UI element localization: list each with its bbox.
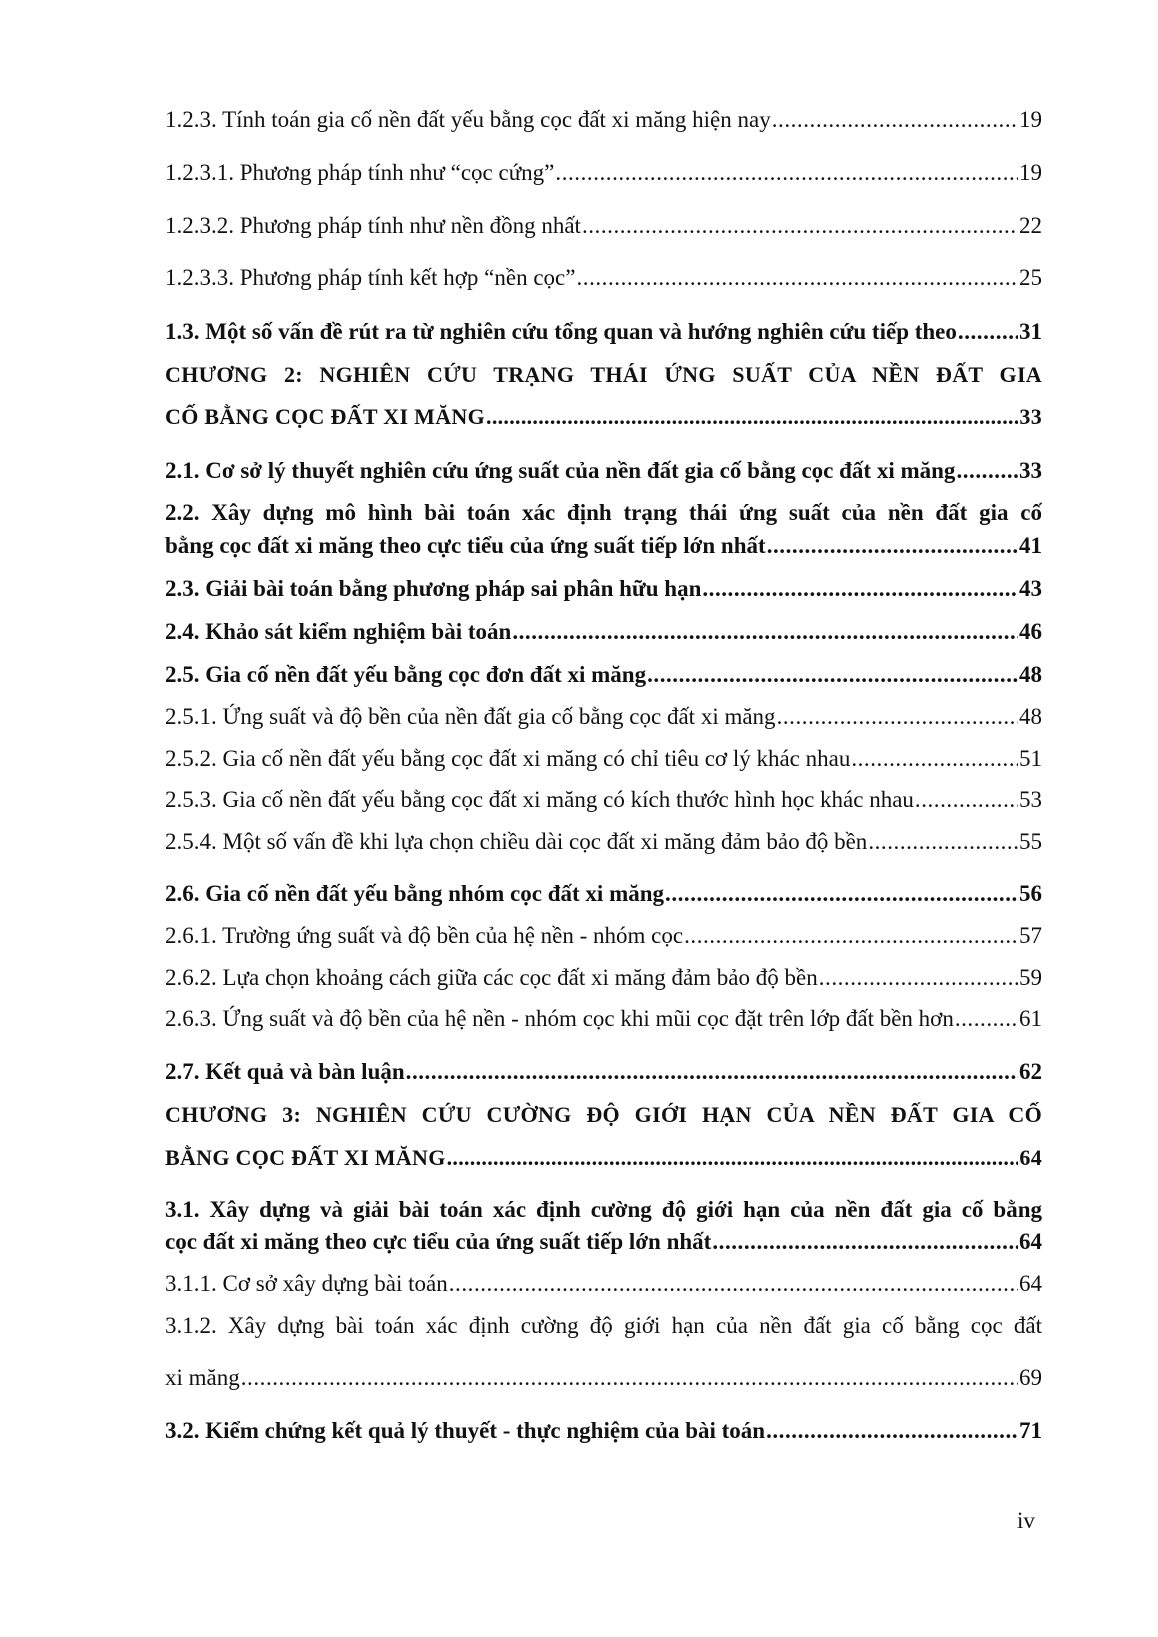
toc-entry[interactable] — [165, 1417, 1042, 1445]
toc-entry[interactable] — [165, 1005, 1042, 1033]
toc-entry-title: cọc đất xi măng theo cực tiểu của ứng suất tiếp lớn nhất — [165, 1229, 712, 1254]
toc-entry[interactable] — [165, 661, 1042, 689]
toc-entry[interactable] — [165, 1364, 1042, 1392]
toc-entry-page: 43 — [1019, 576, 1042, 601]
dot-leader — [512, 618, 1018, 646]
dot-leader — [772, 106, 1018, 134]
dot-leader — [576, 264, 1018, 292]
toc-entry-page: 48 — [1019, 704, 1042, 729]
toc-entry-title: 2.5.1. Ứng suất và độ bền của nền đất gia cố bằng cọc đất xi măng — [165, 704, 776, 729]
toc-entry-page: 19 — [1019, 107, 1042, 132]
toc-entry-page: 69 — [1019, 1365, 1042, 1390]
toc-entry-page: 71 — [1019, 1418, 1042, 1443]
toc-entry-title: 1.2.3.3. Phương pháp tính kết hợp “nền cọc” — [165, 265, 576, 290]
toc-entry[interactable] — [165, 922, 1042, 950]
toc-entry-page: 62 — [1019, 1059, 1042, 1084]
toc-entry-title: 2.5.4. Một số vấn đề khi lựa chọn chiều dài cọc đất xi măng đảm bảo độ bền — [165, 829, 868, 854]
dot-leader — [712, 1228, 1018, 1256]
toc-entry-line[interactable]: 2.2. Xây dựng mô hình bài toán xác định trạng thái ứng suất của nền đất gia cố — [165, 500, 1042, 525]
toc-entry-page: 53 — [1019, 787, 1042, 812]
toc-entry[interactable] — [165, 318, 1042, 346]
toc-entry-title: BẰNG CỌC ĐẤT XI MĂNG — [165, 1145, 446, 1170]
toc-entry-page: 25 — [1019, 265, 1042, 290]
dot-leader — [819, 964, 1018, 992]
toc-entry[interactable] — [165, 106, 1042, 134]
dot-leader — [449, 1270, 1018, 1298]
toc-entry-line[interactable]: 3.1.2. Xây dựng bài toán xác định cường độ giới hạn của nền đất gia cố bằng cọc đất — [165, 1313, 1042, 1338]
dot-leader — [958, 318, 1018, 346]
toc-entry-title: 2.6.3. Ứng suất và độ bền của hệ nền - nhóm cọc khi mũi cọc đặt trên lớp đất bền hơn — [165, 1006, 954, 1031]
toc-entry-page: 19 — [1019, 160, 1042, 185]
page-number: iv — [1017, 1508, 1035, 1533]
toc-chapter-heading-line[interactable]: CHƯƠNG 2: NGHIÊN CỨU TRẠNG THÁI ỨNG SUẤT CỦA NỀN ĐẤT GIA — [165, 362, 1042, 387]
toc-entry[interactable] — [165, 703, 1042, 731]
toc-entry-title: 2.1. Cơ sở lý thuyết nghiên cứu ứng suất của nền đất gia cố bằng cọc đất xi măng — [165, 458, 956, 483]
toc-entry[interactable] — [165, 1058, 1042, 1086]
toc-entry-page: 33 — [1019, 404, 1042, 429]
dot-leader — [241, 1364, 1018, 1392]
toc-entry-title: 2.3. Giải bài toán bằng phương pháp sai phân hữu hạn — [165, 576, 702, 601]
dot-leader — [868, 828, 1018, 856]
dot-leader — [955, 1005, 1018, 1033]
toc-entry-title: CỐ BẰNG CỌC ĐẤT XI MĂNG — [165, 404, 486, 429]
toc-entry[interactable] — [165, 828, 1042, 856]
toc-entry-page: 51 — [1019, 746, 1042, 771]
toc-entry-page: 64 — [1019, 1145, 1042, 1170]
toc-entry[interactable] — [165, 159, 1042, 187]
toc-entry-title: 3.1.1. Cơ sở xây dựng bài toán — [165, 1271, 448, 1296]
dot-leader — [956, 457, 1018, 485]
toc-entry[interactable] — [165, 1270, 1042, 1298]
toc-entry-title: 1.2.3.1. Phương pháp tính như “cọc cứng” — [165, 160, 555, 185]
toc-entry-title: 1.2.3.2. Phương pháp tính như nền đồng nhất — [165, 213, 581, 238]
toc-entry-title: 1.2.3. Tính toán gia cố nền đất yếu bằng cọc đất xi măng hiện nay — [165, 107, 771, 132]
toc-entry[interactable] — [165, 212, 1042, 240]
toc-entry[interactable] — [165, 618, 1042, 646]
dot-leader — [447, 1144, 1019, 1172]
dot-leader — [665, 880, 1018, 908]
toc-entry-page: 59 — [1019, 965, 1042, 990]
toc-entry-page: 56 — [1019, 881, 1042, 906]
toc-entry[interactable] — [165, 532, 1042, 560]
toc-entry[interactable] — [165, 575, 1042, 603]
dot-leader — [851, 745, 1018, 773]
toc-entry[interactable] — [165, 264, 1042, 292]
toc-entry-title: 1.3. Một số vấn đề rút ra từ nghiên cứu tổng quan và hướng nghiên cứu tiếp theo — [165, 319, 957, 344]
dot-leader — [767, 532, 1018, 560]
toc-entry-title: xi măng — [165, 1365, 240, 1390]
toc-entry[interactable] — [165, 403, 1042, 431]
toc-entry-line[interactable]: 3.1. Xây dựng và giải bài toán xác định cường độ giới hạn của nền đất gia cố bằng — [165, 1197, 1042, 1222]
dot-leader — [647, 661, 1018, 689]
toc-entry-title: 2.5.3. Gia cố nền đất yếu bằng cọc đất xi măng có kích thước hình học khác nhau — [165, 787, 914, 812]
toc-entry-page: 41 — [1019, 533, 1042, 558]
dot-leader — [406, 1058, 1018, 1086]
toc-entry[interactable] — [165, 745, 1042, 773]
dot-leader — [777, 703, 1018, 731]
dot-leader — [486, 403, 1018, 431]
toc-entry-page: 22 — [1019, 213, 1042, 238]
toc-entry-title: 3.2. Kiểm chứng kết quả lý thuyết - thực nghiệm của bài toán — [165, 1418, 766, 1443]
toc-entry-title: 2.7. Kết quả và bàn luận — [165, 1059, 405, 1084]
toc-entry[interactable] — [165, 1228, 1042, 1256]
toc-entry-title: 2.5.2. Gia cố nền đất yếu bằng cọc đất xi măng có chỉ tiêu cơ lý khác nhau — [165, 746, 851, 771]
toc-entry-page: 55 — [1019, 829, 1042, 854]
toc-entry-page: 61 — [1019, 1006, 1042, 1031]
dot-leader — [555, 159, 1018, 187]
toc-entry-page: 46 — [1019, 619, 1042, 644]
toc-entry[interactable] — [165, 457, 1042, 485]
toc-entry-title: 2.6.2. Lựa chọn khoảng cách giữa các cọc đất xi măng đảm bảo độ bền — [165, 965, 818, 990]
toc-entry-page: 48 — [1019, 662, 1042, 687]
toc-chapter-heading-line[interactable]: CHƯƠNG 3: NGHIÊN CỨU CƯỜNG ĐỘ GIỚI HẠN CỦA NỀN ĐẤT GIA CỐ — [165, 1102, 1042, 1127]
dot-leader — [684, 922, 1018, 950]
dot-leader — [702, 575, 1018, 603]
dot-leader — [582, 212, 1018, 240]
toc-entry-title: 2.6. Gia cố nền đất yếu bằng nhóm cọc đất xi măng — [165, 881, 665, 906]
toc-entry-page: 64 — [1019, 1229, 1042, 1254]
toc-entry-title: 2.4. Khảo sát kiểm nghiệm bài toán — [165, 619, 512, 644]
toc-entry-title: 2.5. Gia cố nền đất yếu bằng cọc đơn đất xi măng — [165, 662, 647, 687]
dot-leader — [915, 786, 1018, 814]
toc-entry-page: 64 — [1019, 1271, 1042, 1296]
toc-entry-title: 2.6.1. Trường ứng suất và độ bền của hệ nền - nhóm cọc — [165, 923, 684, 948]
toc-entry-page: 31 — [1019, 319, 1042, 344]
toc-entry[interactable] — [165, 786, 1042, 814]
toc-entry-page: 57 — [1019, 923, 1042, 948]
toc-entry[interactable] — [165, 1144, 1042, 1172]
toc-entry-page: 33 — [1019, 458, 1042, 483]
toc-entry[interactable] — [165, 880, 1042, 908]
toc-entry[interactable] — [165, 964, 1042, 992]
dot-leader — [766, 1417, 1018, 1445]
toc-entry-title: bằng cọc đất xi măng theo cực tiểu của ứng suất tiếp lớn nhất — [165, 533, 766, 558]
